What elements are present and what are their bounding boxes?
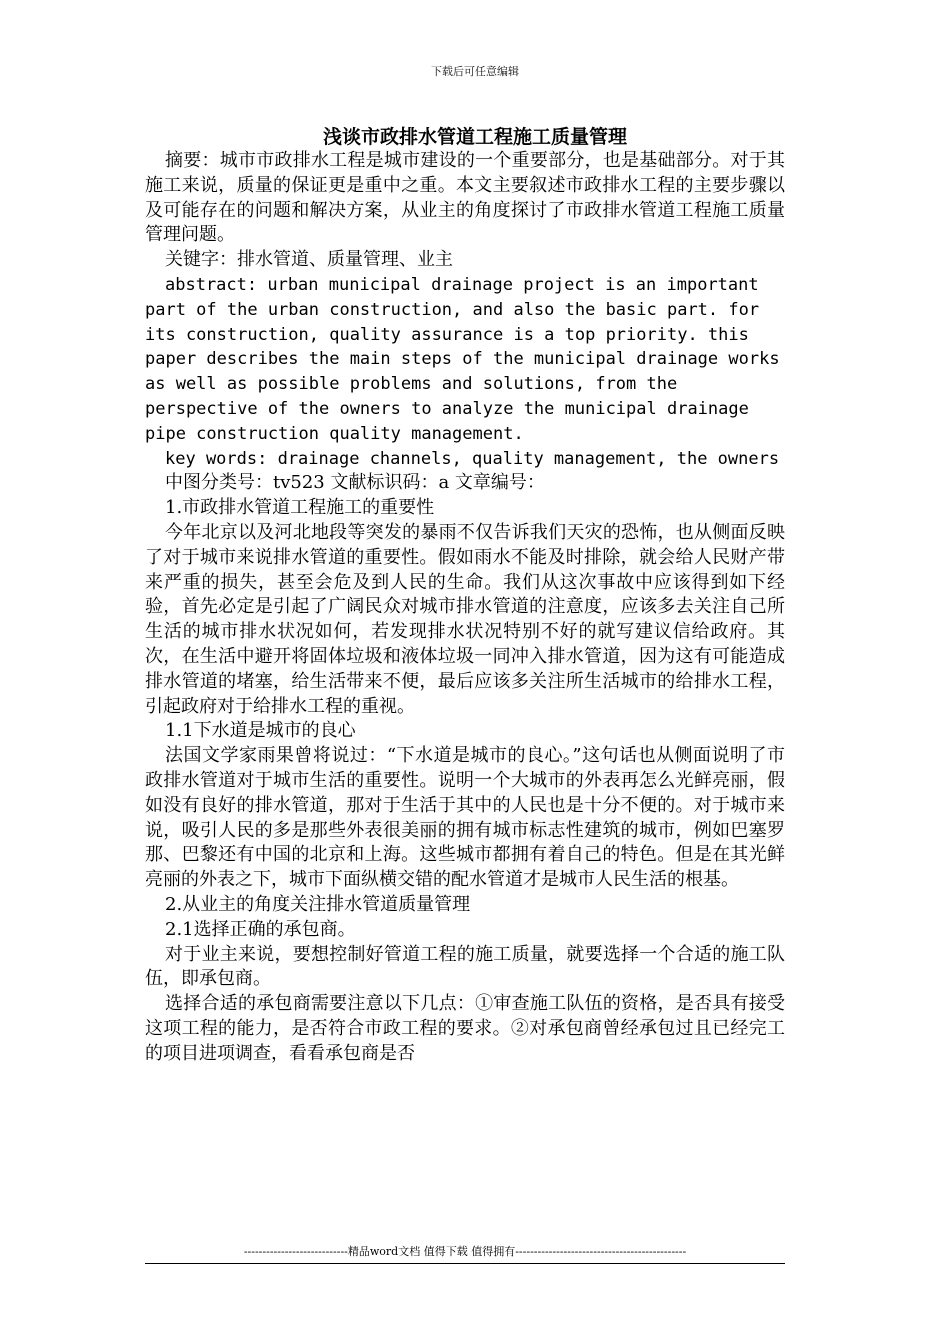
section-heading-2-1: 2.1选择正确的承包商。 [165,918,356,940]
classification-paragraph: 中图分类号：tv523 文献标识码：a 文章编号： [165,472,545,494]
keywords-en-paragraph: key words: drainage channels, quality management, the owners [165,448,780,469]
header-note: 下载后可任意编辑 [431,65,519,78]
keywords-zh-paragraph: 关键字：排水管道、质量管理、业主 [165,249,453,271]
footer-divider [145,1263,785,1264]
section-heading-1-1: 1.1下水道是城市的良心 [165,720,356,742]
section-heading-1: 1.市政排水管道工程施工的重要性 [165,497,435,519]
section-heading-2: 2.从业主的角度关注排水管道质量管理 [165,893,471,915]
abstract-en-paragraph: abstract: urban municipal drainage project is an important part of the urban construction, and also the basic part. for its construction, quality assurance is a top priority. this paper describes the main steps of the municipal drainage works as well as possible problems and solutions, from the perspective of the owners to analyze the municipal drainage pipe construction quality management. [145,274,780,444]
abstract-zh-paragraph: 摘要：城市市政排水工程是城市建设的一个重要部分，也是基础部分。对于其施工来说，质量的保证更是重中之重。本文主要叙述市政排水工程的主要步骤以及可能存在的问题和解决方案，从业主的角度探讨了市政排水管道工程施工质量管理问题。 [145,150,785,246]
body-paragraph: 对于业主来说，要想控制好管道工程的施工质量，就要选择一个合适的施工队伍，即承包商。 [145,943,785,990]
document-body [145,149,785,1066]
page-title: 浅谈市政排水管道工程施工质量管理 [322,126,627,148]
body-paragraph: 法国文学家雨果曾将说过：“下水道是城市的良心。”这句话也从侧面说明了市政排水管道对于城市生活的重要性。说明一个大城市的外表再怎么光鲜亮丽，假如没有良好的排水管道，那对于生活于其中的人民也是十分不便的。对于城市来说，吸引人民的多是那些外表很美丽的拥有城市标志性建筑的城市，例如巴塞罗那、巴黎还有中国的北京和上海。这些城市都拥有着自己的特色。但是在其光鲜亮丽的外表之下，城市下面纵横交错的配水管道才是城市人民生活的根基。 [145,745,785,891]
body-paragraph: 今年北京以及河北地段等突发的暴雨不仅告诉我们天灾的恐怖，也从侧面反映了对于城市来说排水管道的重要性。假如雨水不能及时排除，就会给人民财产带来严重的损失，甚至会危及到人民的生命。我们从这次事故中应该得到如下经验，首先必定是引起了广阔民众对城市排水管道的注意度，应该多去关注自己所生活的城市排水状况如何，若发现排水状况特别不好的就写建议信给政府。其次，在生活中避开将固体垃圾和液体垃圾一同冲入排水管道，因为这有可能造成排水管道的堵塞，给生活带来不便，最后应该多关注所生活城市的给排水工程，引起政府对于给排水工程的重视。 [145,521,785,717]
footer-note: ----------------------------精品word文档 值得下载 值得拥有---------------------------------------------- [243,1245,687,1258]
body-paragraph: 选择合适的承包商需要注意以下几点：①审查施工队伍的资格，是否具有接受这项工程的能力，是否符合市政工程的要求。②对承包商曾经承包过且已经完工的项目进项调查，看看承包商是否 [145,993,785,1064]
